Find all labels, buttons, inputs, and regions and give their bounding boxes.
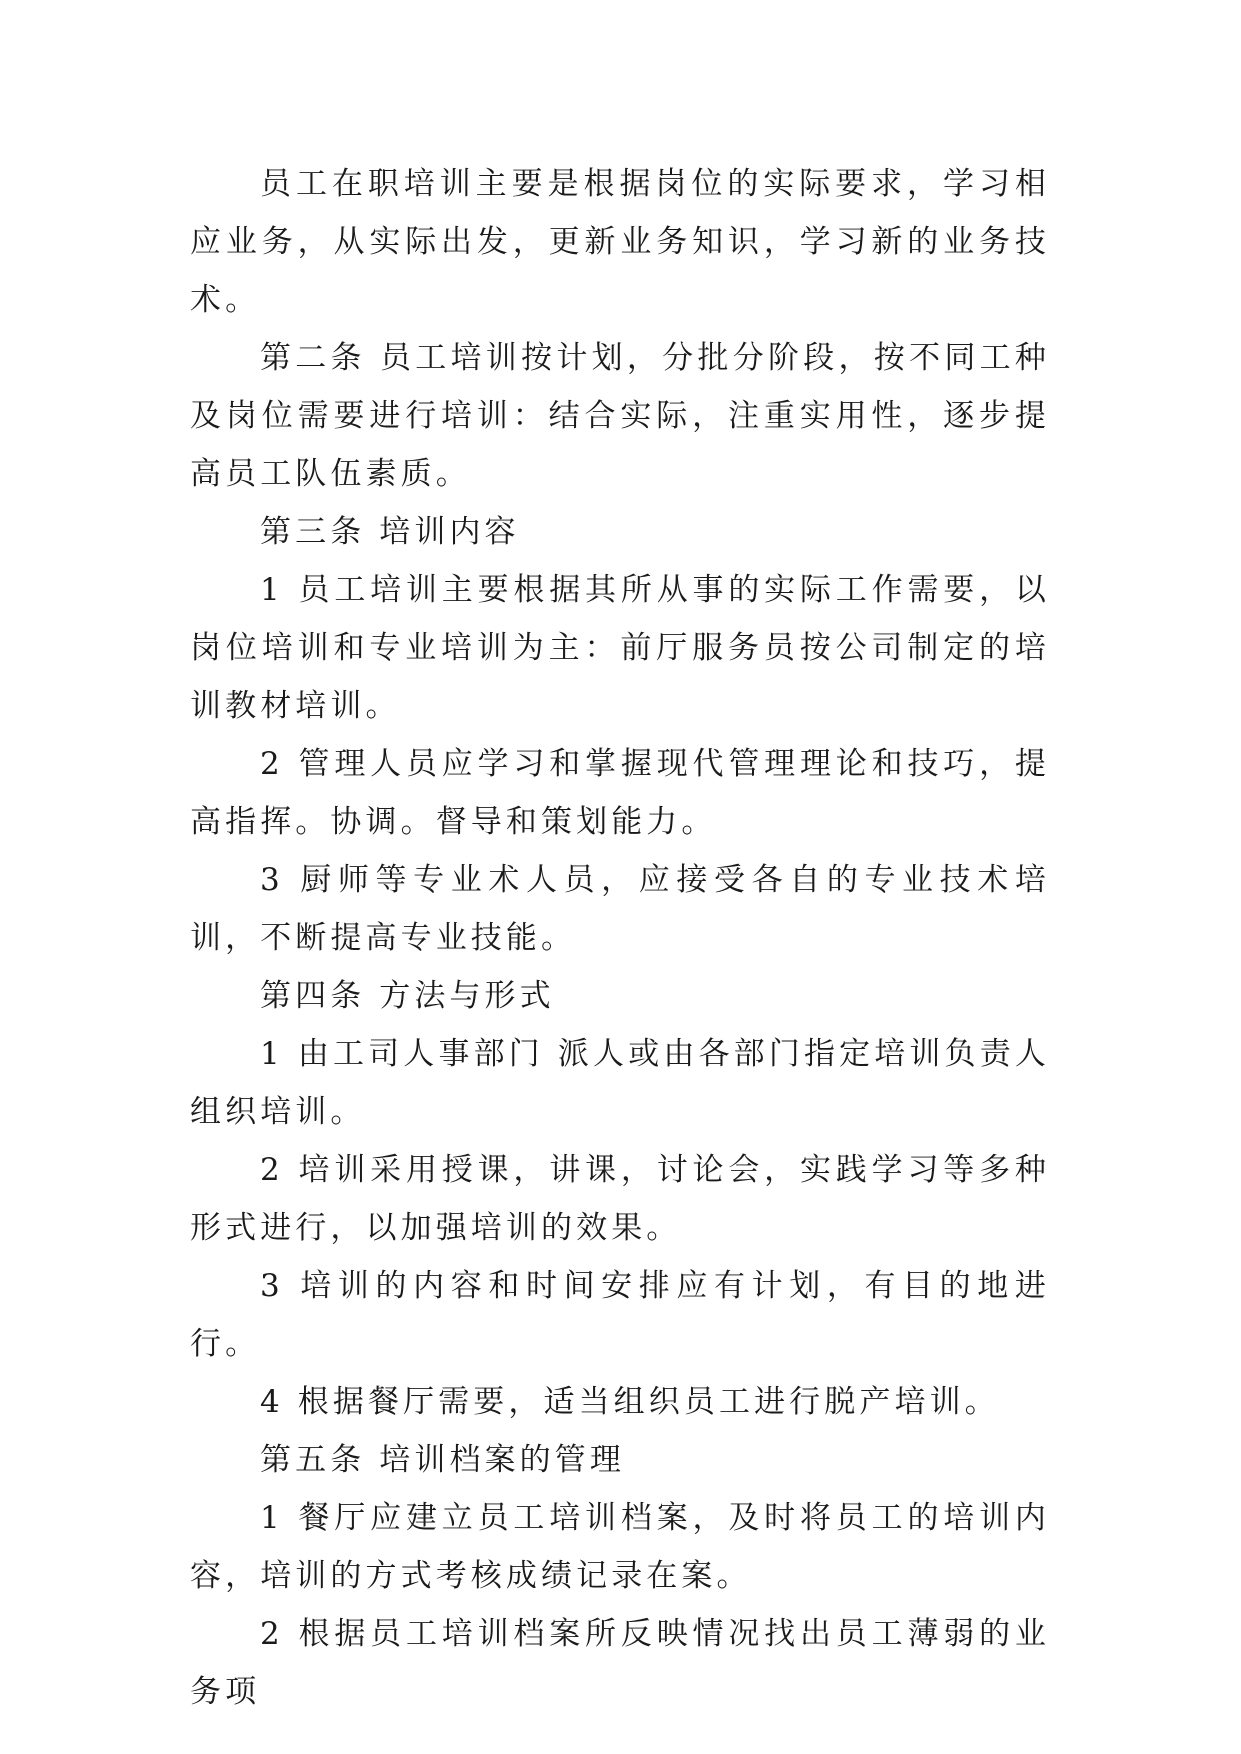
- paragraph: 1 餐厅应建立员工培训档案，及时将员工的培训内容，培训的方式考核成绩记录在案。: [190, 1500, 1050, 1594]
- paragraph: 1 员工培训主要根据其所从事的实际工作需要，以岗位培训和专业培训为主：前厅服务员按公司制定的培训教材培训。: [190, 572, 1050, 724]
- document-body: [190, 155, 1050, 1721]
- paragraph: 2 管理人员应学习和掌握现代管理理论和技巧，提高指挥。协调。督导和策划能力。: [190, 746, 1050, 840]
- paragraph: 3 厨师等专业术人员，应接受各自的专业技术培训，不断提高专业技能。: [190, 862, 1050, 956]
- section-heading: 第五条 培训档案的管理: [260, 1442, 625, 1478]
- paragraph: 2 根据员工培训档案所反映情况找出员工薄弱的业务项: [190, 1616, 1050, 1710]
- paragraph: 第二条 员工培训按计划，分批分阶段，按不同工种及岗位需要进行培训：结合实际，注重实用性，逐步提高员工队伍素质。: [190, 340, 1050, 492]
- paragraph: 员工在职培训主要是根据岗位的实际要求，学习相应业务，从实际出发，更新业务知识，学习新的业务技术。: [190, 166, 1050, 318]
- paragraph: 2 培训采用授课，讲课，讨论会，实践学习等多种形式进行，以加强培训的效果。: [190, 1152, 1050, 1246]
- paragraph: 1 由工司人事部门 派人或由各部门指定培训负责人组织培训。: [190, 1036, 1050, 1130]
- section-heading: 第三条 培训内容: [260, 514, 520, 550]
- paragraph: 3 培训的内容和时间安排应有计划，有目的地进行。: [190, 1268, 1050, 1362]
- paragraph: 4 根据餐厅需要，适当组织员工进行脱产培训。: [260, 1384, 1000, 1420]
- section-heading: 第四条 方法与形式: [260, 978, 555, 1014]
